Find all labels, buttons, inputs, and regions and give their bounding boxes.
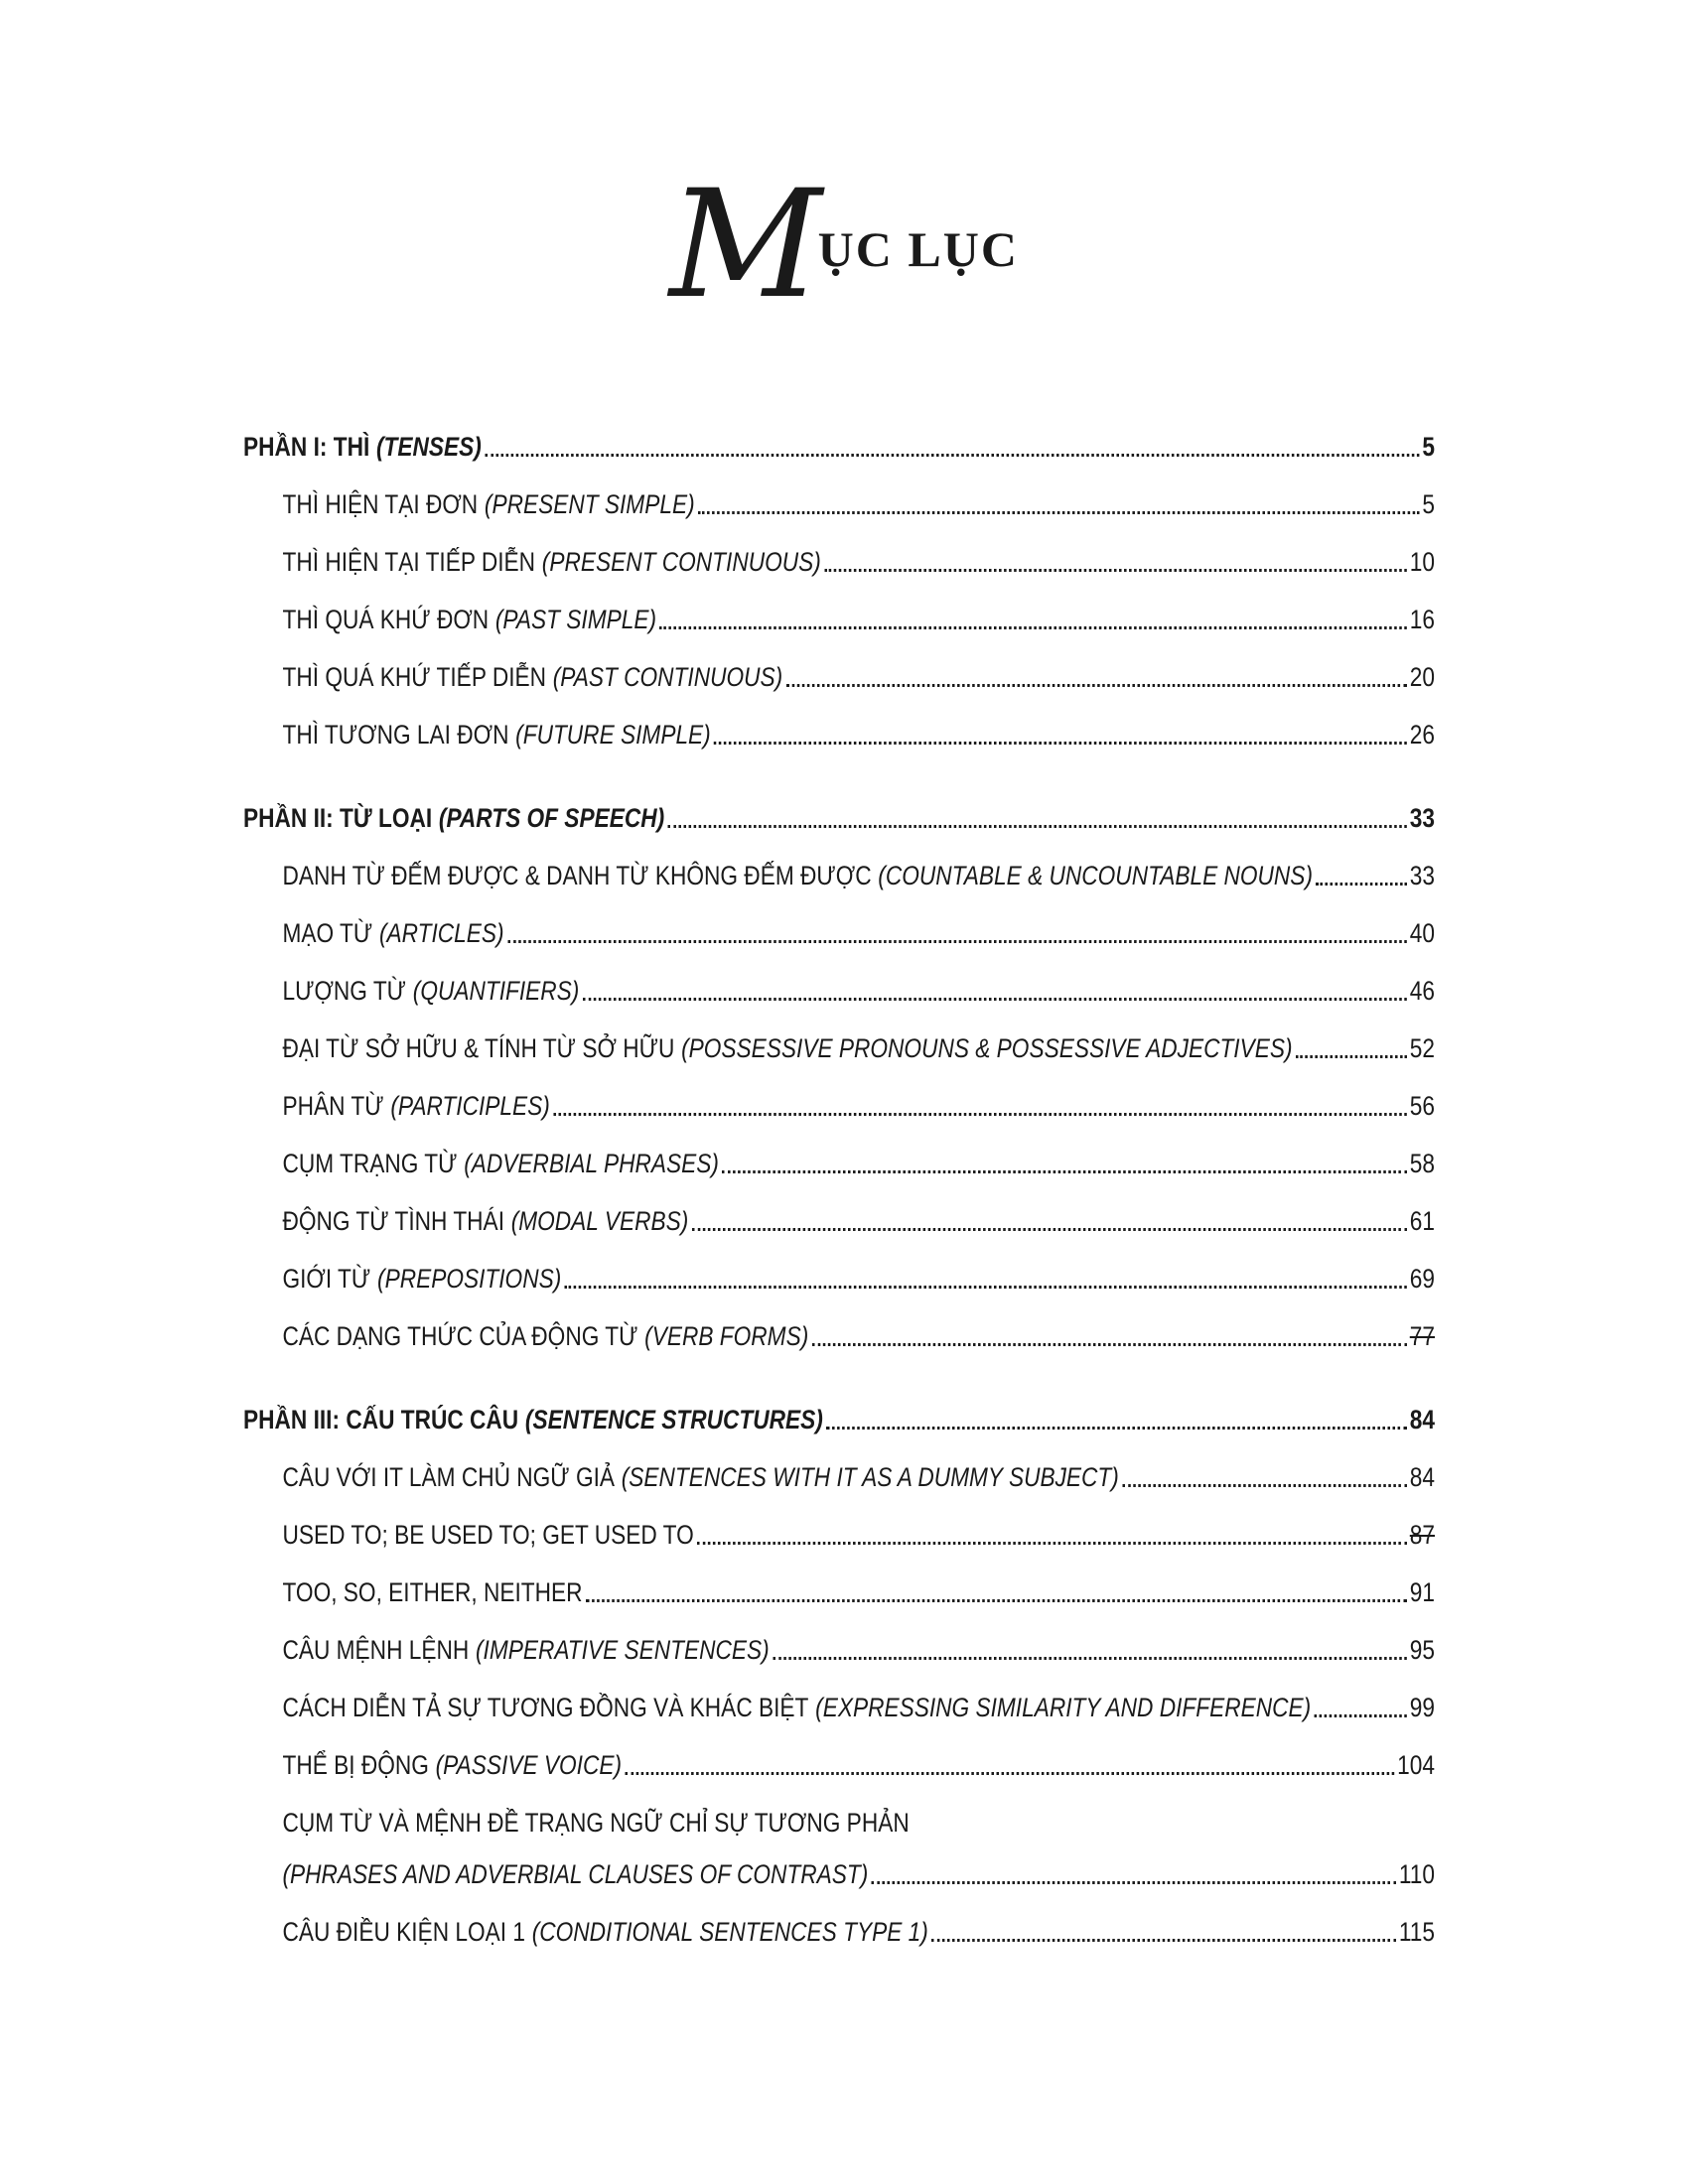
dot-leader [625, 1772, 1393, 1775]
page-number: 84 [1409, 1405, 1436, 1434]
page-number: 26 [1409, 720, 1436, 750]
toc-item-multiline-heading[interactable]: CỤM TỪ VÀ MỆNH ĐỀ TRẠNG NGỮ CHỈ SỰ TƯƠNG PHẢN [282, 1808, 910, 1838]
toc-item[interactable]: TOO, SO, EITHER, NEITHER 91 [282, 1577, 1436, 1607]
page-number: 104 [1397, 1750, 1436, 1780]
page-number: 110 [1398, 1859, 1436, 1889]
dot-leader [722, 1170, 1406, 1173]
page-title [0, 159, 1688, 332]
page-number: 77 [1409, 1321, 1436, 1351]
toc-item[interactable]: ĐẠI TỪ SỞ HỮU & TÍNH TỪ SỞ HỮU (POSSESSIVE PRONOUNS & POSSESSIVE ADJECTIVES) 52 [282, 1033, 1436, 1063]
toc-item[interactable]: CÂU VỚI IT LÀM CHỦ NGỮ GIẢ (SENTENCES WITH IT AS A DUMMY SUBJECT) 84 [282, 1462, 1436, 1492]
dot-leader [786, 684, 1407, 687]
dot-leader [659, 626, 1406, 629]
section-heading-2[interactable]: PHẦN II: TỪ LOẠI (PARTS OF SPEECH) 33 [243, 803, 1436, 833]
toc-item-multiline-continuation[interactable]: (PHRASES AND ADVERBIAL CLAUSES OF CONTRAST) 110 [282, 1859, 1436, 1889]
page-number: 52 [1409, 1033, 1436, 1063]
dot-leader [565, 1286, 1407, 1289]
toc-item[interactable]: CÂU ĐIỀU KIỆN LOẠI 1 (CONDITIONAL SENTENCES TYPE 1) 115 [282, 1917, 1436, 1947]
toc-item[interactable]: THÌ TƯƠNG LAI ĐƠN (FUTURE SIMPLE) 26 [282, 720, 1436, 750]
dot-leader [583, 998, 1407, 1001]
page-number: 87 [1409, 1520, 1436, 1550]
page-number: 5 [1422, 489, 1436, 519]
dot-leader [824, 569, 1406, 572]
title-rest: ỤC LỤC [817, 221, 1019, 277]
dot-leader [667, 825, 1406, 828]
dot-leader [697, 1542, 1406, 1545]
dot-leader [586, 1599, 1407, 1602]
toc-item[interactable]: DANH TỪ ĐẾM ĐƯỢC & DANH TỪ KHÔNG ĐẾM ĐƯỢC (COUNTABLE & UNCOUNTABLE NOUNS) 33 [282, 861, 1436, 890]
section-heading-3[interactable]: PHẦN III: CẤU TRÚC CÂU (SENTENCE STRUCTURES) 84 [243, 1405, 1436, 1434]
toc-item[interactable]: THÌ HIỆN TẠI ĐƠN (PRESENT SIMPLE) 5 [282, 489, 1436, 519]
page-number: 46 [1409, 976, 1436, 1006]
dot-leader [553, 1113, 1406, 1116]
dot-leader [773, 1657, 1406, 1660]
toc-item[interactable]: THỂ BỊ ĐỘNG (PASSIVE VOICE) 104 [282, 1750, 1436, 1780]
table-of-contents [243, 405, 1435, 1948]
toc-item[interactable]: GIỚI TỪ (PREPOSITIONS) 69 [282, 1264, 1436, 1294]
page-number: 10 [1409, 547, 1436, 577]
page-number: 61 [1409, 1206, 1436, 1236]
dot-leader [1122, 1484, 1406, 1487]
page-number: 33 [1409, 861, 1436, 890]
dot-leader [485, 454, 1419, 457]
toc-item[interactable]: THÌ QUÁ KHỨ TIẾP DIỄN (PAST CONTINUOUS) 20 [282, 662, 1436, 692]
page-number: 40 [1409, 918, 1436, 948]
dot-leader [826, 1427, 1406, 1430]
page-number: 99 [1409, 1693, 1436, 1722]
page-number: 58 [1409, 1149, 1436, 1178]
toc-item[interactable]: CÁC DẠNG THỨC CỦA ĐỘNG TỪ (VERB FORMS) 77 [282, 1321, 1436, 1351]
page-number: 5 [1422, 432, 1436, 462]
dot-leader [507, 940, 1406, 943]
title-initial: M [669, 159, 818, 332]
page-number: 20 [1409, 662, 1436, 692]
toc-item[interactable]: ĐỘNG TỪ TÌNH THÁI (MODAL VERBS) 61 [282, 1206, 1436, 1236]
page-number: 16 [1409, 605, 1436, 634]
toc-item[interactable]: LƯỢNG TỪ (QUANTIFIERS) 46 [282, 976, 1436, 1006]
dot-leader [812, 1343, 1407, 1346]
dot-leader [872, 1881, 1396, 1884]
dot-leader [1316, 883, 1406, 886]
dot-leader [1315, 1714, 1407, 1717]
page-number: 95 [1409, 1635, 1436, 1665]
dot-leader [692, 1228, 1407, 1231]
toc-item[interactable]: THÌ HIỆN TẠI TIẾP DIỄN (PRESENT CONTINUOUS) 10 [282, 547, 1436, 577]
toc-item[interactable]: PHÂN TỪ (PARTICIPLES) 56 [282, 1091, 1436, 1121]
page-number: 56 [1409, 1091, 1436, 1121]
dot-leader [714, 742, 1406, 745]
dot-leader [1296, 1055, 1407, 1058]
dot-leader [931, 1939, 1395, 1942]
toc-item[interactable]: CÁCH DIỄN TẢ SỰ TƯƠNG ĐỒNG VÀ KHÁC BIỆT (EXPRESSING SIMILARITY AND DIFFERENCE) 99 [282, 1693, 1436, 1722]
page-number: 33 [1409, 803, 1436, 833]
toc-item[interactable]: CÂU MỆNH LỆNH (IMPERATIVE SENTENCES) 95 [282, 1635, 1436, 1665]
page-number: 84 [1409, 1462, 1436, 1492]
toc-item[interactable]: THÌ QUÁ KHỨ ĐƠN (PAST SIMPLE) 16 [282, 605, 1436, 634]
page-number: 115 [1398, 1917, 1436, 1947]
section-heading-1[interactable]: PHẦN I: THÌ (TENSES) 5 [243, 432, 1436, 462]
page-number: 91 [1409, 1577, 1436, 1607]
toc-item[interactable]: MẠO TỪ (ARTICLES) 40 [282, 918, 1436, 948]
toc-item[interactable]: USED TO; BE USED TO; GET USED TO 87 [282, 1520, 1436, 1550]
page-number: 69 [1409, 1264, 1436, 1294]
toc-item[interactable]: CỤM TRẠNG TỪ (ADVERBIAL PHRASES) 58 [282, 1149, 1436, 1178]
dot-leader [698, 511, 1419, 514]
